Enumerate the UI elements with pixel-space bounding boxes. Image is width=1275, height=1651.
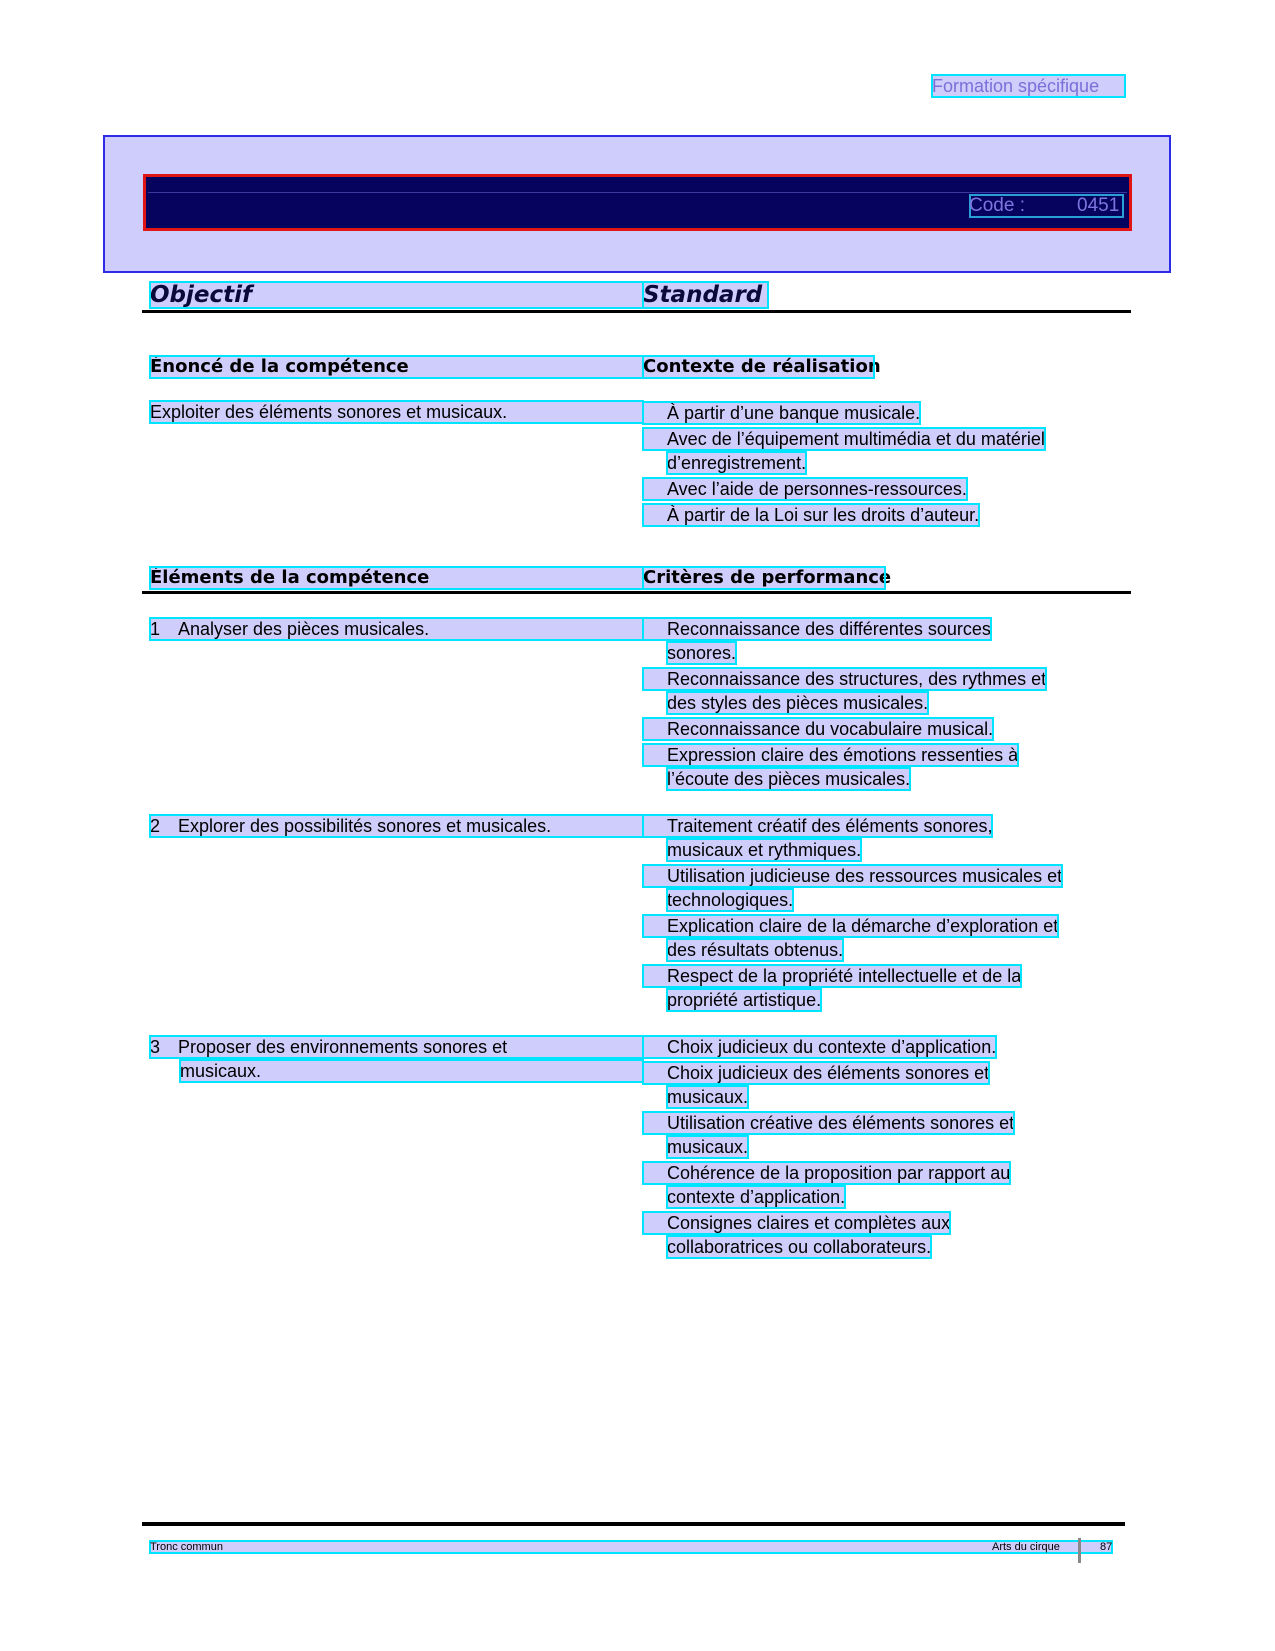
footer-program: Arts du cirque — [992, 1541, 1060, 1553]
criteria-item-text: Expression claire des émotions ressenties à — [643, 744, 1018, 766]
code-value: 0451 — [1077, 195, 1120, 216]
element-number: 2 — [150, 816, 161, 836]
element-text: Explorer des possibilités sonores et musicales. — [178, 816, 552, 836]
element-number: 1 — [150, 619, 161, 639]
context-item-text: À partir de la Loi sur les droits d’auteur. — [643, 504, 979, 526]
criteria-item-text: musicaux. — [667, 1137, 749, 1157]
criteria-item-text: Reconnaissance du vocabulaire musical. — [643, 718, 993, 740]
element-item — [150, 618, 643, 640]
criteria-item-text: Traitement créatif des éléments sonores, — [643, 815, 992, 837]
standard-title: Standard — [643, 282, 768, 308]
competence-statement: Exploiter des éléments sonores et musicaux. — [150, 401, 643, 423]
context-item-text: À partir d’une banque musicale. — [643, 402, 920, 424]
criteria-item-text: collaboratrices ou collaborateurs. — [667, 1237, 932, 1257]
section-label: Formation spécifique — [932, 75, 1125, 97]
criteria-item-text: Respect de la propriété intellectuelle et de la — [643, 965, 1021, 987]
page-number: 87 — [1100, 1541, 1113, 1553]
criteria-item-text: Cohérence de la proposition par rapport au — [643, 1162, 1010, 1184]
elements-heading: Éléments de la compétence — [150, 567, 643, 589]
element-text: Analyser des pièces musicales. — [178, 619, 430, 639]
statement-heading: Énoncé de la compétence — [150, 356, 643, 378]
criteria-item-text: Reconnaissance des structures, des rythmes et — [643, 668, 1046, 690]
criteria-item-text: musicaux. — [667, 1087, 749, 1107]
code-label: Code : — [969, 195, 1025, 216]
criteria-item-text: Explication claire de la démarche d’exploration et — [643, 915, 1058, 937]
criteria-item-text: musicaux et rythmiques. — [667, 840, 862, 860]
criteria-item-text: contexte d’application. — [667, 1187, 846, 1207]
criteria-item-text: l’écoute des pièces musicales. — [667, 769, 911, 789]
criteria-item-text: des styles des pièces musicales. — [667, 693, 929, 713]
element-item — [150, 815, 643, 837]
context-item-text: Avec l’aide de personnes-ressources. — [643, 478, 967, 500]
element-text: Proposer des environnements sonores et — [178, 1037, 508, 1057]
footer-left-text: Tronc commun — [150, 1541, 223, 1553]
criteria-item-text: Utilisation judicieuse des ressources musicales et — [643, 865, 1062, 887]
criteria-heading: Critères de performance — [643, 567, 892, 588]
element-number: 3 — [150, 1037, 161, 1057]
criteria-item-text: Choix judicieux des éléments sonores et — [643, 1062, 989, 1084]
elements-rule — [142, 591, 1131, 594]
banner-divider — [148, 192, 1127, 193]
footer-rule — [142, 1522, 1125, 1526]
footer-band — [150, 1541, 1112, 1553]
footer-separator — [1078, 1538, 1081, 1563]
objective-rule — [142, 310, 1131, 313]
criteria-item-text: Utilisation créative des éléments sonores et — [643, 1112, 1014, 1134]
objective-title: Objectif — [150, 282, 643, 308]
element-text: musicaux. — [180, 1061, 262, 1081]
element-item — [180, 1060, 643, 1082]
criteria-item-text: Choix judicieux du contexte d’application. — [643, 1036, 996, 1058]
context-item-text: Avec de l’équipement multimédia et du matériel — [643, 428, 1045, 450]
context-item-text: d’enregistrement. — [667, 453, 807, 473]
element-item — [150, 1036, 643, 1058]
context-heading: Contexte de réalisation — [643, 356, 881, 377]
criteria-item-text: sonores. — [667, 643, 737, 663]
criteria-item-text: propriété artistique. — [667, 990, 822, 1010]
criteria-item-text: Reconnaissance des différentes sources — [643, 618, 991, 640]
criteria-item-text: Consignes claires et complètes aux — [643, 1212, 950, 1234]
criteria-item-text: technologiques. — [667, 890, 794, 910]
criteria-item-text: des résultats obtenus. — [667, 940, 844, 960]
